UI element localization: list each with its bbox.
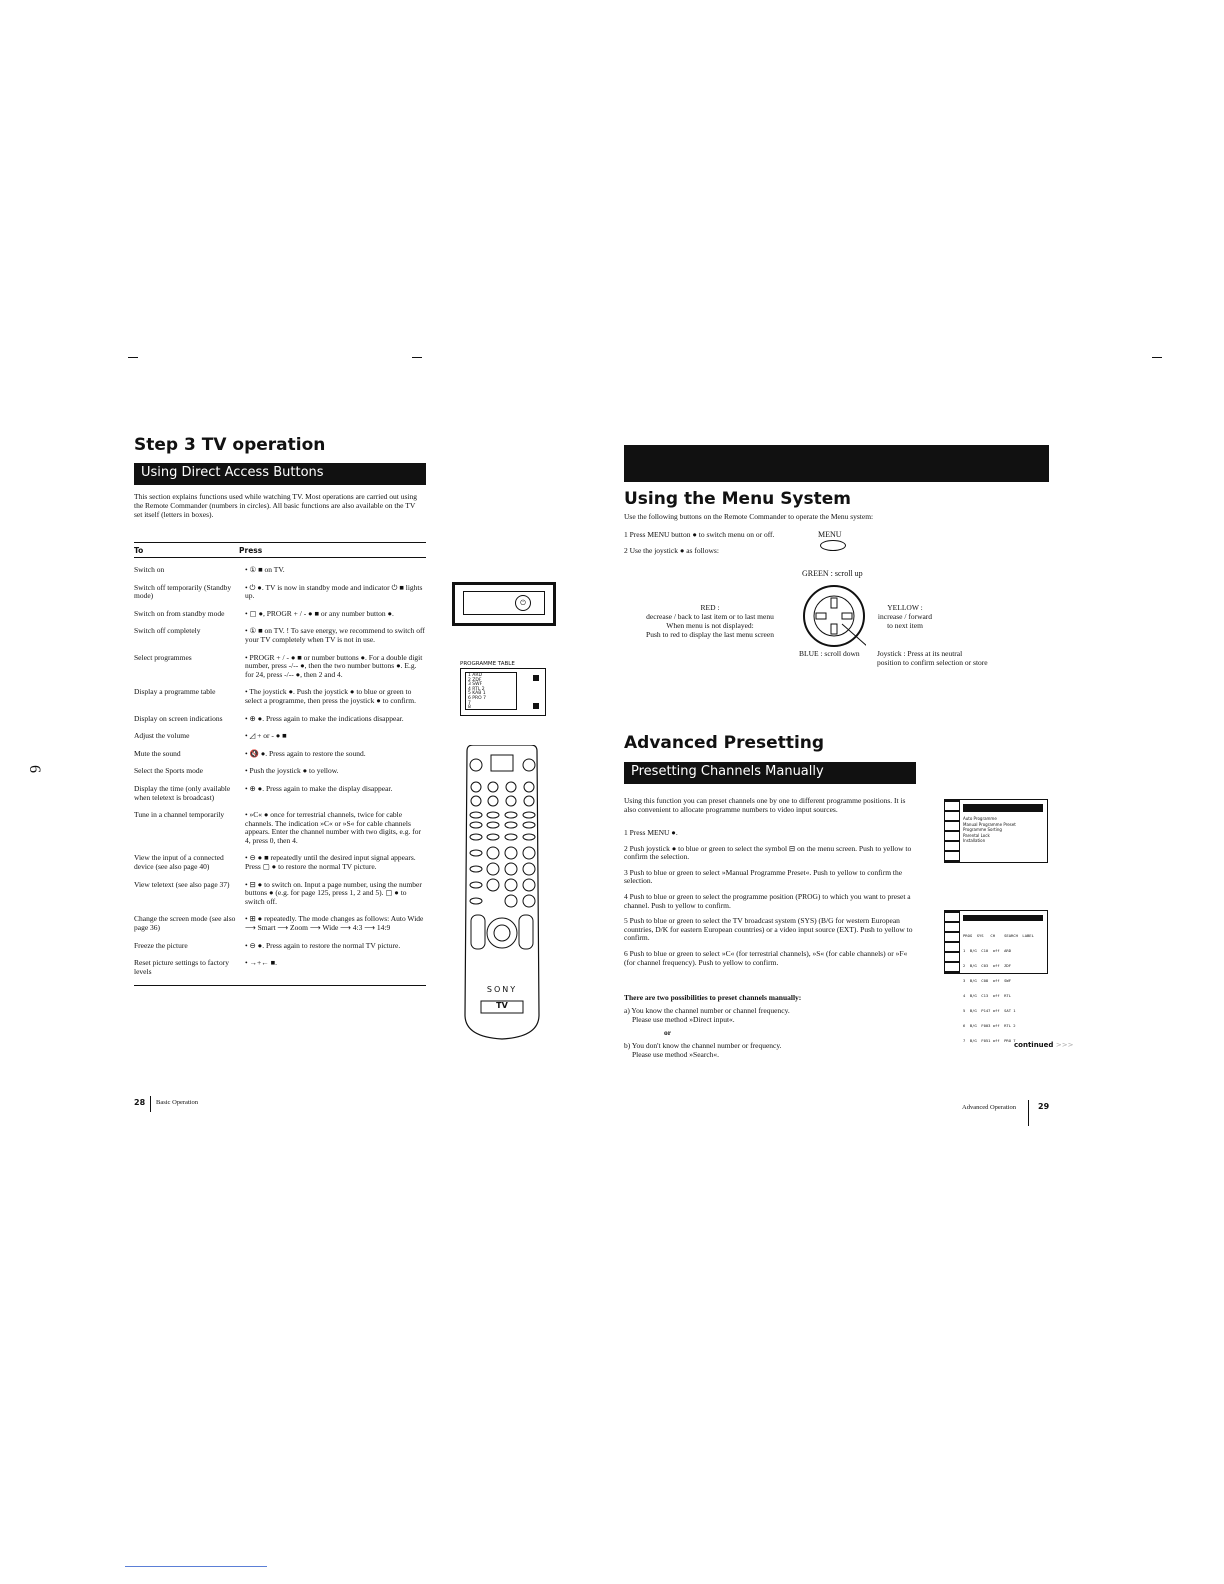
green-label: GREEN : scroll up [802,569,863,578]
advanced-bar: Presetting Channels Manually [624,762,916,784]
row-to: Display a programme table [134,687,216,697]
table-row [134,767,426,785]
possibility-a-method: Please use method »Direct input«. [632,1015,735,1024]
header-black-bar [624,445,1049,482]
remote-tv-label: TV [496,1001,508,1010]
row-press: • ⊞ ● repeatedly. The mode changes as follows: Auto Wide ⟶ Smart ⟶ Zoom ⟶ Wide ⟶ 4:3 ⟶ 14:9 [245,914,424,933]
red-head: RED : [700,603,720,612]
row-press: • ⊕ ●. Press again to make the indications disappear. [245,713,404,723]
row-press: • Push the joystick ● to yellow. [245,766,339,776]
red-label [630,603,790,639]
power-button-icon: ⏻ [515,595,531,611]
preset-header: PROG SYS CH SEARCH LABEL [963,933,1034,938]
list-item: 6 Push to blue or green to select »C« (for terrestrial channels), »S« (for cable channels) or »F« (for channel frequency). Push to yellow to confirm. [624,948,908,967]
red-body: decrease / back to last item or to last menu [646,612,774,621]
row-press: • ⊕ ●. Press again to make the display disappear. [245,783,393,793]
list-item: 3 Push to blue or green to select »Manual Programme Preset«. Push to yellow to confirm the selection. [624,867,903,886]
table-row [134,715,426,733]
row-to: Switch off completely [134,626,201,636]
prog-entry: 7 [468,700,471,706]
menu-intro: Use the following buttons on the Remote Commander to operate the Menu system: [624,512,874,521]
row-to: Adjust the volume [134,731,190,741]
row-to: Change the screen mode (see also page 36) [134,914,236,933]
row-press: • ⊖ ● ■ repeatedly until the desired input signal appears. Press ▢ ● to restore the normal TV picture. [245,853,416,872]
operations-rows [134,566,426,985]
crop-mark [128,357,138,358]
intro-text: This section explains functions used while watching TV. Most operations are carried out using the Remote Commander (numbers in circles). All basic functions are also available on the TV set itself (letters in boxes). [134,492,418,519]
yellow-head: YELLOW : [887,603,923,612]
crop-mark [412,357,422,358]
table-row [134,566,426,584]
joystick-label [877,649,988,667]
preset-row: 2 B/G C03 off ZDF [963,963,1012,968]
row-to: Select the Sports mode [134,766,203,776]
table-row [134,959,426,985]
row-to: Display the time (only available when teletext is broadcast) [134,783,231,802]
row-press: • 🔇 ●. Press again to restore the sound. [245,748,366,758]
row-to: Display on screen indications [134,713,223,723]
table-row [134,811,426,854]
possibility-b [624,1041,782,1059]
table-row [134,854,426,880]
table-row [134,881,426,916]
row-press: • ▢ ●, PROGR + / - ● ■ or any number button ●. [245,608,394,618]
menu-button-label: MENU [818,530,842,539]
table-row [134,785,426,811]
row-press: • PROGR + / - ● ■ or number buttons ●. For a double digit number, press -/-- ●, then the two number buttons ●. E.g. for 24, press -/-- ●, then 2 and 4. [245,652,423,679]
menu-entry: Parental Lock [963,832,990,838]
section-bar: Using Direct Access Buttons [134,463,426,485]
possibility-or: or [664,1028,672,1037]
joystick-line-1: Joystick : Press at its neutral [877,649,963,658]
preset-row: 5 B/G P147 off SAT 1 [963,1008,1016,1013]
advanced-title: Advanced Presetting [624,733,825,753]
table-row [134,915,426,941]
row-to: Mute the sound [134,748,181,758]
possibility-b-line: b) You don't know the channel number or frequency. [624,1041,782,1050]
folio-label-left: Basic Operation [156,1099,199,1106]
figure-label: PROGRAMME TABLE [460,661,515,667]
joystick-icon [802,584,866,648]
menu-system-title: Using the Menu System [624,489,852,509]
folio-label-right: Advanced Operation [962,1104,1016,1111]
list-item: 4 Push to blue or green to select the programme position (PROG) to which you want to preset a channel. Push to yellow to confirm. [624,891,911,910]
prog-entry: 6 PRO 7 [468,695,486,701]
remote-icon [463,745,541,1040]
side-page-number: 6 [26,765,43,773]
continued-arrows: >>> [1055,1041,1074,1049]
preset-screen-illustration [944,910,1048,1043]
folio-number-right: 29 [1038,1102,1050,1111]
operations-table [134,542,426,986]
menu-entry: Auto Programme [963,816,997,821]
folio-divider [150,1096,151,1112]
row-to: Switch off temporarily (Standby mode) [134,582,232,601]
table-row [134,654,426,689]
row-press: • ⊖ ●. Press again to restore the normal TV picture. [245,940,401,950]
possibilities-title: There are two possibilities to preset channels manually: [624,993,802,1002]
preset-row: 1 B/G C10 off ARD [963,948,1012,953]
yellow-label [870,603,940,630]
tv-front-illustration [452,582,556,626]
prog-entry: 5 KAB 1 [468,691,486,697]
header-press: Press [239,546,263,555]
yellow-body: increase / forward [877,612,933,621]
menu-entry: Manual Programme Preset [963,821,1016,827]
list-item: 2 Push joystick ● to blue or green to select the symbol ⊟ on the menu screen. Push to yellow to confirm the selection. [624,843,912,862]
list-item: 1 Press MENU ●. [624,828,678,837]
row-to: Switch on [134,565,165,574]
table-row [134,610,426,628]
row-to: Freeze the picture [134,940,188,950]
menu-button-icon [820,540,846,551]
row-press: • ◿ + or - ● ■ [245,731,287,741]
yellow-body-2: to next item [887,621,923,630]
crop-mark [1152,357,1162,358]
advanced-intro: Using this function you can preset channels one by one to different programme positions. It is also convenient to allocate programme numbers to video input sources. [624,796,906,814]
table-row [134,732,426,750]
row-to: View the input of a connected device (see also page 40) [134,853,224,872]
row-press: • ① ■ on TV. ! To save energy, we recommend to switch off your TV completely when TV is not in use. [245,626,425,644]
possibility-a-line: a) You know the channel number or channel frequency. [624,1006,790,1015]
menu-step-1: 1 Press MENU button ● to switch menu on or off. [624,530,775,539]
row-press: • →+← ■. [245,958,278,968]
page-title: Step 3 TV operation [134,435,326,455]
row-press: • ① ■ on TV. [245,565,285,574]
row-to: Tune in a channel temporarily [134,810,225,820]
menu-entry: Programme Sorting [963,827,1002,832]
row-to: Select programmes [134,652,192,662]
prog-entry: 1 ARD [468,673,482,678]
preset-row: 4 B/G C13 off RTL [963,993,1012,998]
joystick-line-2: position to confirm selection or store [877,658,988,667]
table-row [134,942,426,960]
possibility-b-method: Please use method »Search«. [632,1050,720,1059]
menu-screen-illustration [944,799,1048,863]
header-to: To [134,546,144,555]
programme-table-illustration [460,668,546,716]
possibility-a [624,1006,790,1024]
table-row [134,750,426,768]
row-press: • The joystick ●. Push the joystick ● to blue or green to select a programme, then press the joystick ● to confirm. [245,687,416,705]
row-press: • ⏻ ●. TV is now in standby mode and indicator ⏻ ■ lights up. [245,582,423,601]
row-to: View teletext (see also page 37) [134,879,230,889]
preset-steps [624,829,916,974]
table-row [134,627,426,653]
prog-entry: 2 ZDF [468,677,482,683]
table-row [134,584,426,610]
folio-number-left: 28 [134,1098,146,1107]
folio-divider-right [1028,1100,1029,1126]
blue-label: BLUE : scroll down [799,649,860,658]
row-press: • »C« ● once for terrestrial channels, twice for cable channels. The indication »C« or »S« for cable channels appears. Enter the channel number with two digits, e.g. for 4, press 0, then 4. [245,810,421,845]
bottom-link-line [125,1566,267,1567]
prog-entry: 4 RTL 2 [468,686,485,692]
red-body-3: Push to red to display the last menu screen [646,630,774,639]
prog-entry: 3 SWF [468,682,483,688]
menu-step-2: 2 Use the joystick ● as follows: [624,546,719,555]
menu-entry: Installation [963,838,986,843]
preset-row: 7 B/G F051 off PRO 7 [963,1038,1016,1043]
preset-row: 3 B/G C08 off SWF [963,978,1012,983]
remote-brand: SONY [486,985,518,994]
prog-entry: 8 [468,705,471,711]
row-to: Reset picture settings to factory levels [134,958,229,976]
row-to: Switch on from standby mode [134,608,225,618]
preset-row: 6 B/G F003 off RTL 2 [963,1023,1016,1028]
remote-control-illustration [463,745,541,1040]
row-press: • ⊟ ● to switch on. Input a page number, using the number buttons ● (e.g. for page 125, press 1, 2 and 5). ▢ ● to switch off. [245,879,422,906]
continued-text: continued [1014,1041,1054,1049]
table-row [134,688,426,714]
list-item: 5 Push to blue or green to select the TV broadcast system (SYS) (B/G for western European countries, D/K for eastern European countries) or a video input source (EXT). Push to yellow to confirm. [624,916,913,943]
red-body-2: When menu is not displayed: [666,621,754,630]
